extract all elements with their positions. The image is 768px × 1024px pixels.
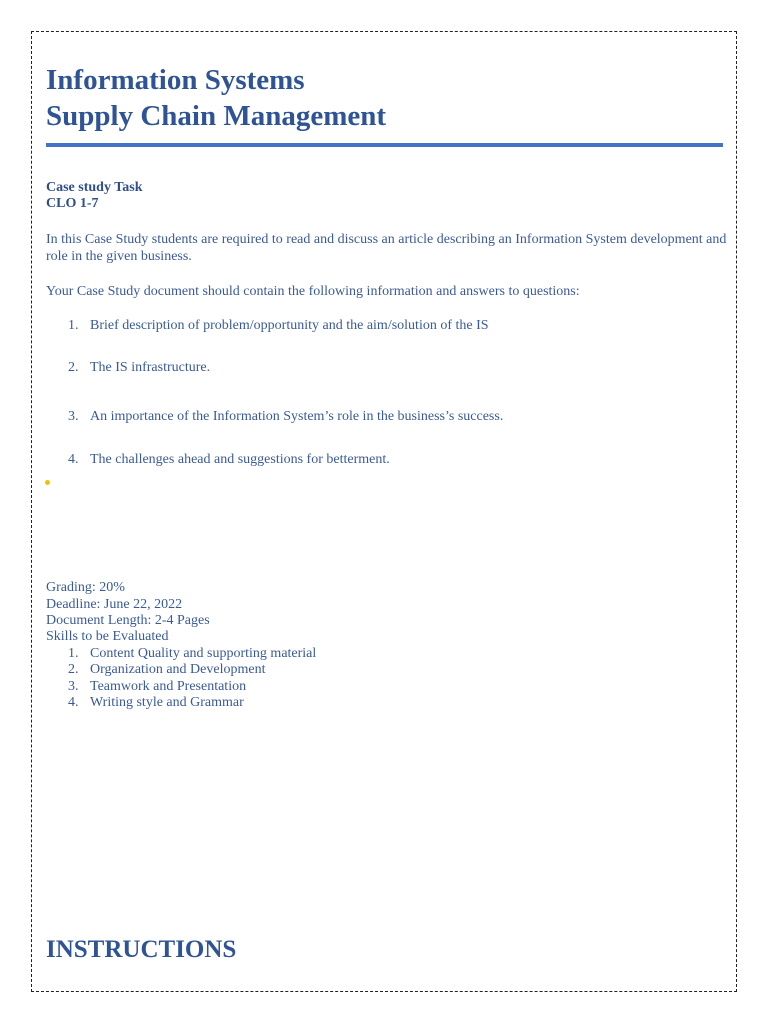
page-border xyxy=(31,31,737,992)
question-number: 1. xyxy=(68,318,79,333)
skill-number: 3. xyxy=(68,679,79,694)
intro-paragraph: In this Case Study students are required to read and discuss an article describing an Information System development and role in the given business. xyxy=(46,232,727,264)
skill-item xyxy=(68,662,265,678)
skill-text: Teamwork and Presentation xyxy=(90,679,247,694)
skill-text: Content Quality and supporting material xyxy=(90,646,317,661)
skill-number: 2. xyxy=(68,662,79,677)
skill-item xyxy=(68,646,316,662)
document-title xyxy=(46,62,726,134)
skill-number: 4. xyxy=(68,695,79,710)
title-line-2: Supply Chain Management xyxy=(46,100,387,132)
question-text: The IS infrastructure. xyxy=(90,360,211,375)
clo-label: CLO 1-7 xyxy=(46,196,99,211)
skill-item xyxy=(68,695,244,711)
question-item xyxy=(68,317,489,334)
length-line: Document Length: 2-4 Pages xyxy=(46,613,210,628)
skills-heading: Skills to be Evaluated xyxy=(46,629,169,644)
question-number: 4. xyxy=(68,452,79,467)
skill-number: 1. xyxy=(68,646,79,661)
question-item xyxy=(68,408,503,425)
instructions-heading: INSTRUCTIONS xyxy=(46,936,237,963)
question-number: 2. xyxy=(68,360,79,375)
question-item xyxy=(68,451,390,468)
title-line-1: Information Systems xyxy=(46,64,305,96)
question-item xyxy=(68,359,210,376)
question-number: 3. xyxy=(68,409,79,424)
question-text: An importance of the Information System’s role in the business’s success. xyxy=(90,409,504,424)
grading-line: Grading: 20% xyxy=(46,580,125,595)
task-label: Case study Task xyxy=(46,180,143,195)
skill-text: Organization and Development xyxy=(90,662,266,677)
contains-paragraph: Your Case Study document should contain the following information and answers to questions: xyxy=(46,284,580,299)
skill-item xyxy=(68,679,246,695)
bullet-icon xyxy=(45,480,50,485)
skill-text: Writing style and Grammar xyxy=(90,695,244,710)
question-text: Brief description of problem/opportunity and the aim/solution of the IS xyxy=(90,318,489,333)
question-text: The challenges ahead and suggestions for betterment. xyxy=(90,452,390,467)
deadline-line: Deadline: June 22, 2022 xyxy=(46,597,183,612)
title-divider xyxy=(46,143,723,147)
